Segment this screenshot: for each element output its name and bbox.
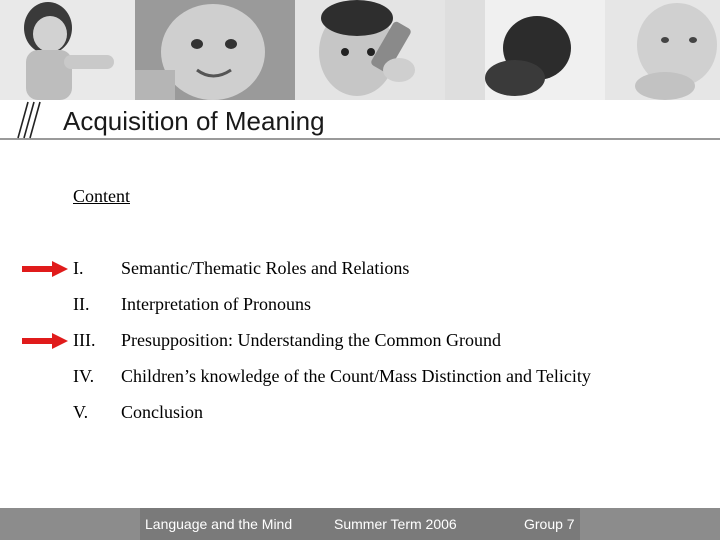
slash-decoration-icon	[14, 100, 44, 140]
list-item	[0, 396, 720, 432]
item-numeral: IV.	[73, 366, 95, 386]
list-item	[0, 324, 720, 360]
item-text: Conclusion	[121, 402, 204, 422]
header-photo-banner	[0, 0, 720, 100]
baby-photo-1	[0, 0, 135, 100]
baby-photo-3	[295, 0, 445, 100]
item-text: Presupposition: Understanding the Common Ground	[121, 330, 501, 350]
footer-group: Group 7	[524, 516, 575, 532]
content-heading: Content	[73, 186, 130, 206]
list-item	[0, 288, 720, 324]
red-arrow-icon	[22, 261, 68, 277]
footer-course: Language and the Mind	[145, 516, 293, 532]
item-numeral: II.	[73, 294, 90, 314]
item-text: Children’s knowledge of the Count/Mass Distinction and Telicity	[121, 366, 591, 386]
red-arrow-icon	[22, 333, 68, 349]
list-item	[0, 252, 720, 288]
footer-term: Summer Term 2006	[334, 516, 457, 532]
item-numeral: III.	[73, 330, 96, 350]
baby-photo-5	[605, 0, 720, 100]
item-numeral: I.	[73, 258, 84, 278]
baby-photo-4	[445, 0, 605, 100]
outline-list	[0, 252, 720, 432]
item-text: Interpretation of Pronouns	[121, 294, 311, 314]
item-text: Semantic/Thematic Roles and Relations	[121, 258, 410, 278]
item-numeral: V.	[73, 402, 89, 422]
baby-photo-2	[135, 0, 295, 100]
list-item	[0, 360, 720, 396]
slide-title: Acquisition of Meaning	[63, 106, 325, 136]
